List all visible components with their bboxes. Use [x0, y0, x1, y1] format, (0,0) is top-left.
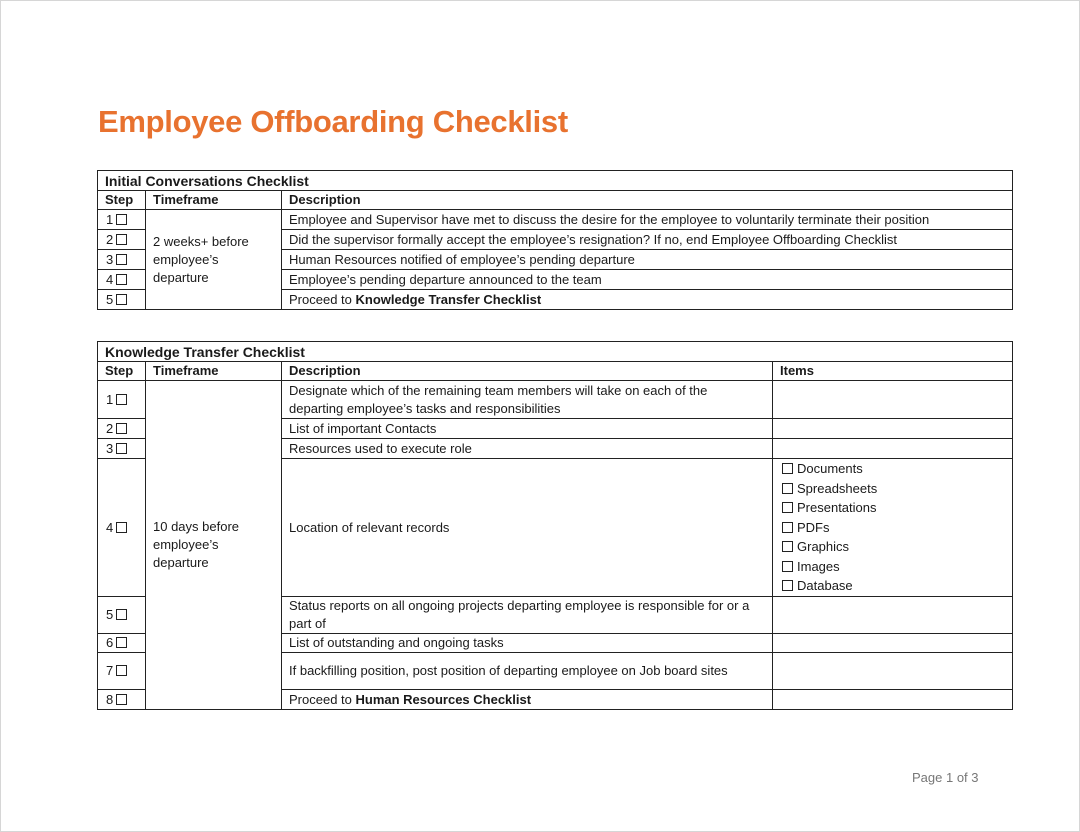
step-number: 5	[106, 607, 114, 622]
items-cell	[773, 597, 1013, 634]
description: List of important Contacts	[282, 419, 773, 439]
header-step: Step	[98, 362, 146, 381]
checkbox[interactable]	[116, 234, 127, 245]
item-checkbox[interactable]	[780, 537, 1005, 557]
description: Employee’s pending departure announced to the team	[282, 270, 1013, 290]
item-checkbox[interactable]	[780, 576, 1005, 596]
table-row	[98, 210, 1013, 230]
description	[282, 290, 1013, 310]
next-checklist-link: Human Resources Checklist	[355, 691, 532, 707]
step-number: 4	[106, 519, 114, 535]
items-cell	[773, 419, 1013, 439]
description-text: Proceed to	[289, 691, 356, 707]
checkbox[interactable]	[782, 522, 793, 533]
step-number: 5	[106, 291, 114, 307]
next-checklist-link: Knowledge Transfer Checklist	[355, 291, 542, 307]
description: Status reports on all ongoing projects departing employee is responsible for or a part of	[282, 597, 773, 634]
description: If backfilling position, post position of departing employee on Job board sites	[282, 653, 773, 690]
description: Human Resources notified of employee’s pending departure	[282, 250, 1013, 270]
table-row	[98, 381, 1013, 419]
checkbox[interactable]	[116, 443, 127, 454]
step-number: 8	[106, 691, 114, 707]
step-number: 1	[106, 391, 114, 407]
page-number: Page 1 of 3	[912, 770, 979, 785]
header-timeframe: Timeframe	[146, 362, 282, 381]
checkbox[interactable]	[116, 637, 127, 648]
timeframe: 2 weeks+ before employee’s departure	[146, 210, 282, 310]
checkbox[interactable]	[782, 561, 793, 572]
checkbox[interactable]	[116, 423, 127, 434]
item-label: Presentations	[797, 500, 877, 516]
item-checkbox[interactable]	[780, 479, 1005, 499]
checkbox[interactable]	[782, 502, 793, 513]
items-cell	[773, 690, 1013, 710]
description: Location of relevant records	[282, 459, 773, 597]
description: Employee and Supervisor have met to discuss the desire for the employee to voluntarily terminate their position	[282, 210, 1013, 230]
item-label: PDFs	[797, 519, 830, 535]
checkbox[interactable]	[116, 609, 127, 620]
description: List of outstanding and ongoing tasks	[282, 634, 773, 653]
checkbox[interactable]	[782, 541, 793, 552]
checkbox[interactable]	[116, 522, 127, 533]
item-checkbox[interactable]	[780, 498, 1005, 518]
description	[282, 690, 773, 710]
checkbox[interactable]	[782, 483, 793, 494]
step-number: 2	[106, 420, 114, 436]
description: Designate which of the remaining team members will take on each of the departing employee’s tasks and responsibilities	[282, 381, 773, 419]
knowledge-transfer-table	[97, 341, 1013, 710]
step-number: 1	[106, 211, 114, 227]
checkbox[interactable]	[116, 294, 127, 305]
checkbox[interactable]	[116, 274, 127, 285]
header-description: Description	[282, 362, 773, 381]
item-checkbox[interactable]	[780, 557, 1005, 577]
step-number: 6	[106, 635, 114, 650]
item-label: Graphics	[797, 539, 850, 555]
items-cell	[773, 653, 1013, 690]
items-cell	[773, 439, 1013, 459]
header-step: Step	[98, 191, 146, 210]
checkbox[interactable]	[116, 694, 127, 705]
description: Resources used to execute role	[282, 439, 773, 459]
step-number: 3	[106, 440, 114, 456]
item-label: Documents	[797, 461, 863, 477]
timeframe: 10 days before employee’s departure	[146, 381, 282, 710]
item-label: Database	[797, 578, 853, 594]
item-checkbox[interactable]	[780, 518, 1005, 538]
checkbox[interactable]	[116, 214, 127, 225]
step-number: 7	[106, 663, 114, 678]
step-number: 3	[106, 251, 114, 267]
checkbox[interactable]	[782, 580, 793, 591]
description: Did the supervisor formally accept the employee’s resignation? If no, end Employee Offboarding Checklist	[282, 230, 1013, 250]
step-number: 2	[106, 231, 114, 247]
items-cell	[773, 381, 1013, 419]
checkbox[interactable]	[782, 463, 793, 474]
item-label: Spreadsheets	[797, 480, 878, 496]
header-timeframe: Timeframe	[146, 191, 282, 210]
table-title: Initial Conversations Checklist	[98, 171, 1013, 191]
page-title: Employee Offboarding Checklist	[98, 104, 568, 139]
checkbox[interactable]	[116, 254, 127, 265]
description-text: Proceed to	[289, 291, 356, 307]
checkbox[interactable]	[116, 665, 127, 676]
table-title: Knowledge Transfer Checklist	[98, 342, 1013, 362]
items-cell	[773, 459, 1013, 597]
checkbox[interactable]	[116, 394, 127, 405]
item-checkbox[interactable]	[780, 459, 1005, 479]
header-items: Items	[773, 362, 1013, 381]
initial-conversations-table	[97, 170, 1013, 310]
item-label: Images	[797, 558, 840, 574]
header-description: Description	[282, 191, 1013, 210]
step-number: 4	[106, 271, 114, 287]
items-cell	[773, 634, 1013, 653]
